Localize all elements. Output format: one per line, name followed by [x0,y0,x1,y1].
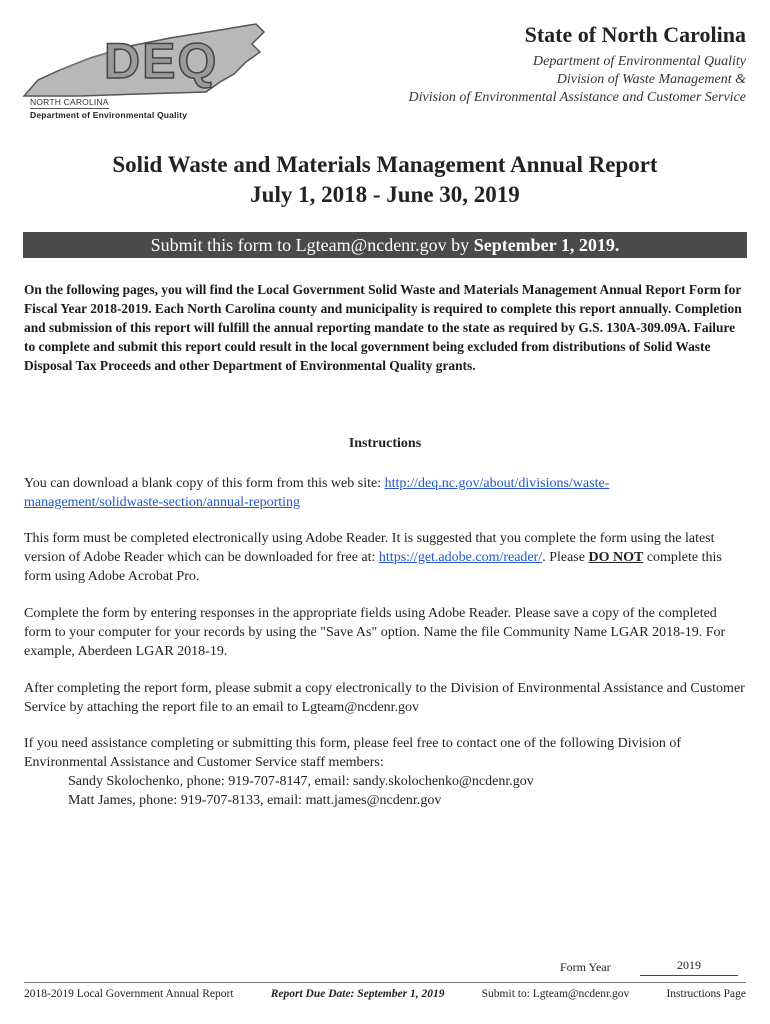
download-paragraph [24,474,746,512]
adobe-text: This form must be completed electronically using Adobe Reader. It is suggested that you complete the form using the latest version of Adobe Reader which can be downloaded for free at: [24,531,715,565]
adobe-mid-text: . Please [542,550,589,565]
banner-deadline: September 1, 2019. [473,235,620,255]
footer-page-label: Instructions Page [666,988,746,1000]
form-year-label: Form Year [560,960,611,974]
footer-report: 2018-2019 Local Government Annual Report [24,988,234,1000]
logo-dept-text: Department of Environmental Quality [30,110,188,120]
agency-header [306,22,746,107]
submit-paragraph: After completing the report form, please submit a copy electronically to the Division of Environmental Assistance and Customer Service by attaching the report file to an email to Lgteam@ncdenr.gov [24,681,745,715]
page-footer [24,988,746,1000]
footer-divider [24,982,746,983]
adobe-paragraph [24,529,746,586]
footer-submit: Submit to: Lgteam@ncdenr.gov [481,988,630,1000]
report-title [0,150,770,210]
do-not-emphasis: DO NOT [588,550,644,565]
adobe-end-text: complete this form using Adobe Acrobat Pro. [24,550,722,584]
report-title-line-1: Solid Waste and Materials Management Annual Report [112,152,658,177]
deq-logo [20,18,270,120]
adobe-reader-link[interactable]: https://get.adobe.com/reader/ [378,550,543,565]
instructions-heading: Instructions [348,436,422,451]
contact-sandy: Sandy Skolochenko, phone: 919-707-8147, email: sandy.skolochenko@ncdenr.gov [68,774,534,789]
form-year-field[interactable]: 2019 [640,958,738,976]
contact-matt: Matt James, phone: 919-707-8133, email: matt.james@ncdenr.gov [68,793,442,808]
agency-line-2: Division of Waste Management & [556,72,746,87]
agency-line-1: Department of Environmental Quality [533,54,746,69]
logo-wordmark: DEQ [104,33,219,89]
contact-intro: If you need assistance completing or submitting this form, please feel free to contact one of the following Division of Environmental Assistance and Customer Service staff members: [24,736,682,770]
download-text: You can download a blank copy of this form from this web site: [24,476,385,491]
footer-due-date: Report Due Date: September 1, 2019 [270,988,445,1000]
logo-state-text: NORTH CAROLINA [30,97,109,107]
contact-paragraph [24,734,746,810]
report-period: July 1, 2018 - June 30, 2019 [250,182,520,207]
banner-prefix: Submit this form to Lgteam@ncdenr.gov by [150,235,474,255]
agency-line-3: Division of Environmental Assistance and Customer Service [408,90,746,105]
annual-reporting-link[interactable]: http://deq.nc.gov/about/divisions/waste-management/solidwaste-section/annual-reporting [24,476,610,510]
submit-banner [23,232,747,258]
save-paragraph: Complete the form by entering responses in the appropriate fields using Adobe Reader. Please save a copy of the completed form to your computer for your records by using the "Save As" option. Name the file Community Name LGAR 2018-19. For example, Aberdeen LGAR 2018-19. [24,606,726,659]
intro-paragraph: On the following pages, you will find the Local Government Solid Waste and Materials Management Annual Report Form for Fiscal Year 2018-2019. Each North Carolina county and municipality is required to complete this report annually. Completion and submission of this report will fulfill the annual reporting mandate to the state as required by G.S. 130A-309.09A. Failure to complete and submit this report could result in the local government being excluded from distributions of Solid Waste Disposal Tax Proceeds and other Department of Environmental Quality grants. [24,282,742,373]
state-title: State of North Carolina [524,22,746,47]
